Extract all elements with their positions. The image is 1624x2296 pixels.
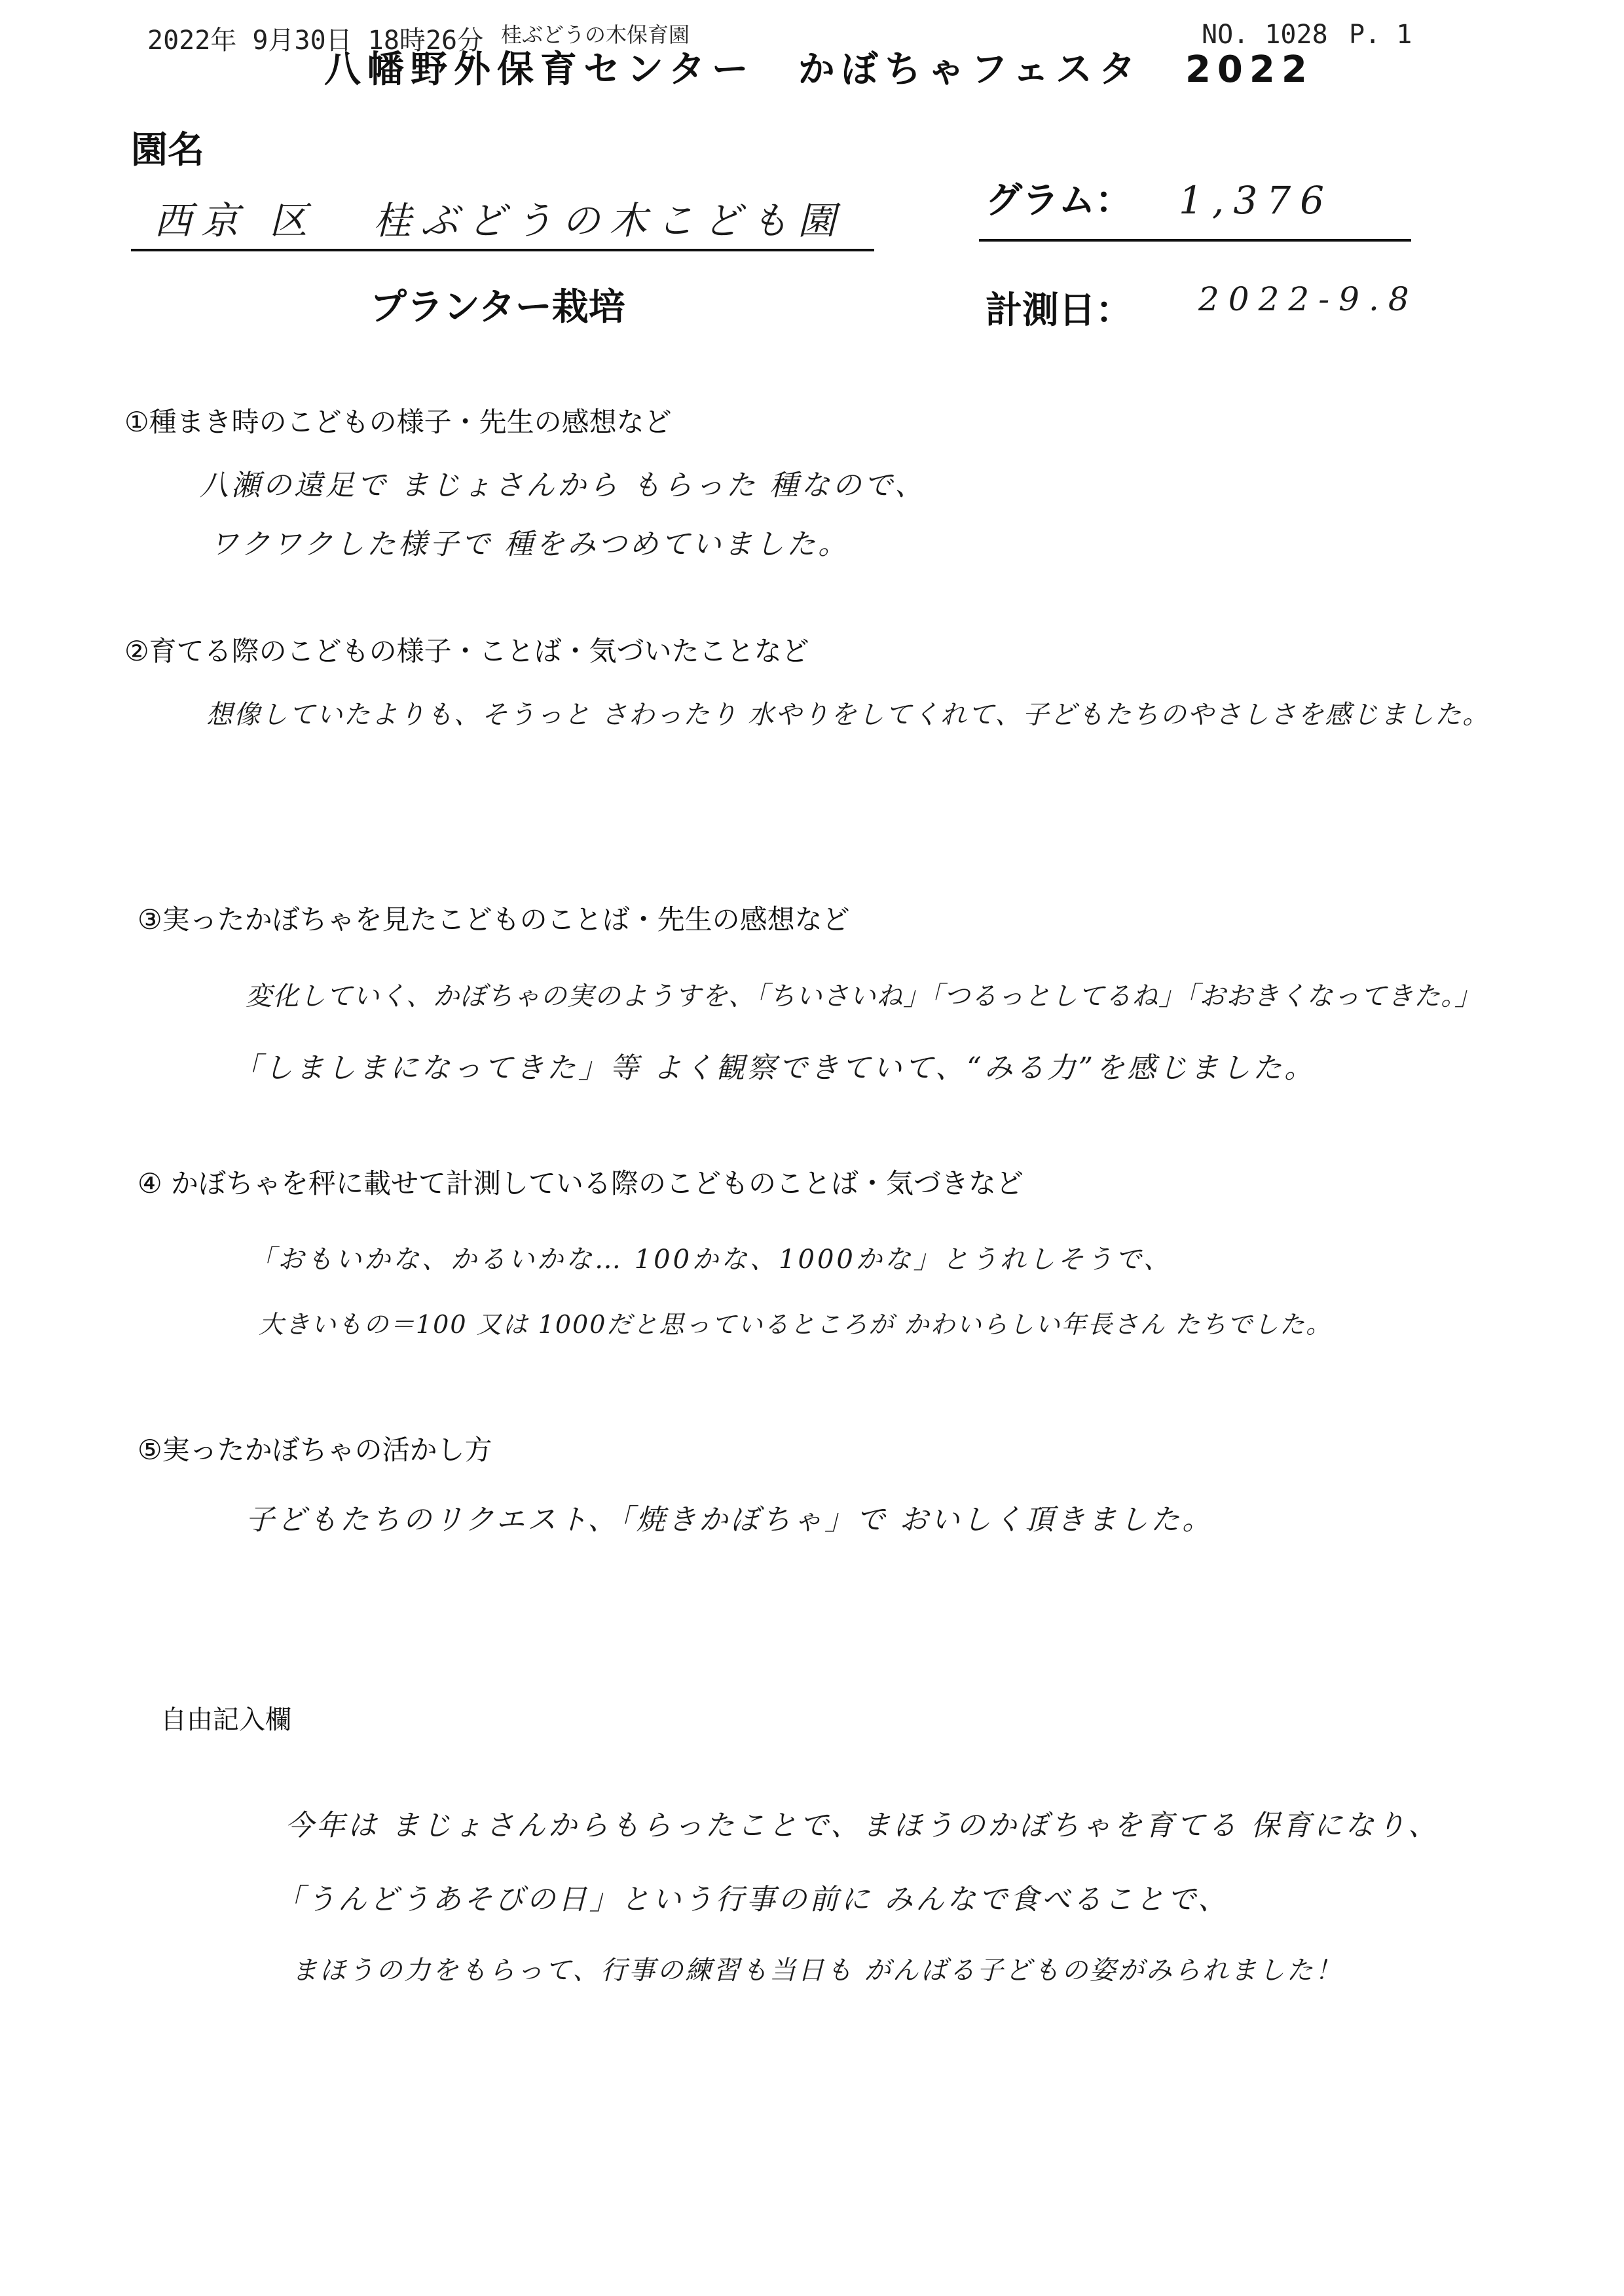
answer-1-line-2: ワクワクした様子で 種をみつめていました。 bbox=[210, 528, 850, 561]
question-3: ③実ったかぼちゃを見たこどものことば・先生の感想など bbox=[138, 903, 850, 936]
measure-date-label: 計測日： bbox=[986, 289, 1132, 332]
free-entry-line-1: 今年は まじょさんからもらったことで、まほうのかぼちゃを育てる 保育になり、 bbox=[285, 1809, 1440, 1842]
answer-5-line-1: 子どもたちのリクエスト、「焼きかぼちゃ」で おいしく頂きました。 bbox=[246, 1503, 1214, 1537]
kindergarten-name: 桂ぶどうの木こども園 bbox=[373, 198, 845, 243]
fax-page: P. 1 bbox=[1349, 20, 1412, 50]
kindergarten-label: 園名 bbox=[131, 129, 204, 172]
question-2: ②育てる際のこどもの様子・ことば・気づいたことなど bbox=[124, 635, 809, 667]
kindergarten-ward: 西京 区 bbox=[154, 198, 317, 243]
measure-date-value: 2022-9.8 bbox=[1198, 280, 1418, 318]
kindergarten-underline bbox=[131, 249, 874, 251]
answer-4-line-2: 大きいもの＝100 又は 1000だと思っているところが かわいらしい年長さん たちでした。 bbox=[259, 1310, 1333, 1339]
form-title: 八幡野外保育センター かぼちゃフェスタ 2022 bbox=[324, 48, 1314, 91]
answer-1-line-1: 八瀬の遠足で まじょさんから もらった 種なので、 bbox=[200, 469, 927, 502]
fax-number: NO. 1028 bbox=[1202, 20, 1328, 50]
answer-4-line-1: 「おもいかな、かるいかな… 100かな、1000かな」とうれしそうで、 bbox=[249, 1245, 1173, 1275]
free-entry-line-3: まほうの力をもらって、行事の練習も当日も がんばる子どもの姿がみられました！ bbox=[291, 1956, 1343, 1986]
free-entry-line-2: 「うんどうあそびの日」という行事の前に みんなで食べることで、 bbox=[275, 1883, 1230, 1916]
question-1: ①種まき時のこどもの様子・先生の感想など bbox=[124, 406, 672, 438]
gram-underline bbox=[979, 239, 1411, 242]
answer-3-line-1: 変化していく、かぼちゃの実のようすを、「ちいさいね」「つるっとしてるね」「おおきくなってきた。」 bbox=[246, 981, 1482, 1011]
answer-3-line-2: 「しましまになってきた」等 よく観察できていて、“みる力”を感じました。 bbox=[232, 1051, 1316, 1085]
question-5: ⑤実ったかぼちゃの活かし方 bbox=[138, 1434, 492, 1466]
gram-label: グラム： bbox=[986, 179, 1132, 222]
answer-2-line-1: 想像していたよりも、そうっと さわったり 水やりをしてくれて、子どもたちのやさしさを感じました。 bbox=[206, 700, 1490, 730]
gram-value: 1,376 bbox=[1179, 178, 1334, 223]
fax-datetime: 2022年 9月30日 18時26分 bbox=[147, 26, 484, 56]
fax-sender: 桂ぶどうの木保育園 bbox=[501, 22, 690, 47]
question-4: ④ かぼちゃを秤に載せて計測している際のこどものことば・気づきなど bbox=[138, 1167, 1024, 1199]
cultivation-method: プランター栽培 bbox=[370, 286, 625, 329]
free-entry-label: 自由記入欄 bbox=[160, 1705, 291, 1735]
